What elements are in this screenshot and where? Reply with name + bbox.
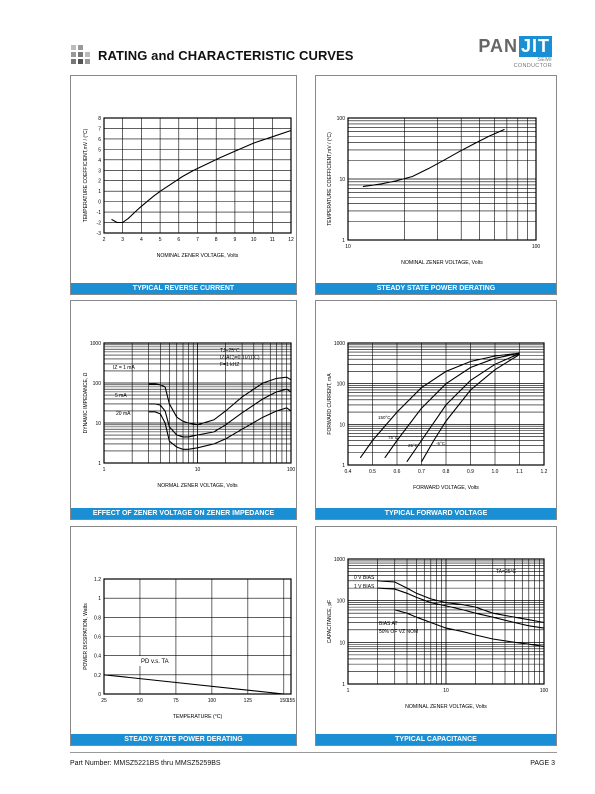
chart-panel-2 xyxy=(315,75,557,295)
logo-sub1: SEMI xyxy=(537,57,552,63)
y-tick-label: 100 xyxy=(336,381,345,388)
header-grid-icon xyxy=(70,44,92,66)
series-name-label: 75°C xyxy=(388,435,399,440)
y-tick-label: 0.6 xyxy=(94,634,101,641)
chart-2-caption: STEADY STATE POWER DERATING xyxy=(316,283,556,294)
x-tick-label: 10 xyxy=(250,237,257,243)
series-line xyxy=(363,129,505,186)
x-tick-label: 0.9 xyxy=(467,469,474,475)
chart-2-svg xyxy=(316,76,556,282)
y-tick-label: -1 xyxy=(96,210,101,217)
x-tick-label: 100 xyxy=(286,467,296,473)
series-line xyxy=(104,675,284,694)
y-tick-label: 10 xyxy=(339,640,345,647)
y-axis-label: TEMPERATURE COEFFICIENT,mV / (°C) xyxy=(327,132,333,226)
x-tick-label: 0.4 xyxy=(344,469,352,475)
x-tick-label: 0.5 xyxy=(369,469,376,475)
y-tick-label: 1000 xyxy=(333,557,345,563)
annotation-label: TA=25°C xyxy=(496,569,517,575)
y-tick-label: -2 xyxy=(96,220,101,227)
y-tick-label: 100 xyxy=(336,598,345,605)
annotation-label: TJ=25°C xyxy=(220,348,240,354)
x-tick-label: 155 xyxy=(286,698,296,704)
chart-6-svg xyxy=(316,527,556,733)
x-tick-label: 0.6 xyxy=(393,469,401,475)
y-tick-label: 6 xyxy=(98,136,101,143)
x-axis-label: NOMINAL ZENER VOLTAGE, Volts xyxy=(405,704,487,710)
y-axis-label: FORWARD CURRENT, mA xyxy=(327,373,333,435)
x-axis-label: NOMINAL ZENER VOLTAGE, Volts xyxy=(156,253,239,259)
y-tick-label: 1 xyxy=(98,596,101,603)
x-axis-label: NOMINAL ZENER VOLTAGE, Volts xyxy=(401,260,483,266)
chart-panel-6 xyxy=(315,526,557,746)
y-tick-label: 10 xyxy=(339,422,345,429)
y-tick-label: 1 xyxy=(98,461,101,467)
x-tick-label: 1.2 xyxy=(540,469,548,475)
x-tick-label: 50 xyxy=(137,698,143,704)
chart-panel-4 xyxy=(315,300,557,520)
y-tick-label: 5 xyxy=(98,147,101,154)
y-tick-label: 0.8 xyxy=(94,615,101,622)
x-tick-label: 3 xyxy=(121,237,125,243)
x-tick-label: 5 xyxy=(158,237,162,243)
chart-3-svg xyxy=(71,301,296,507)
x-tick-label: 10 xyxy=(194,467,201,473)
series-line xyxy=(112,131,292,223)
logo-left-text: PAN xyxy=(478,36,518,56)
chart-3-caption: EFFECT OF ZENER VOLTAGE ON ZENER IMPEDANCE xyxy=(71,508,296,519)
annotation-label: PD v.s. TA xyxy=(141,659,169,665)
series-line xyxy=(149,377,291,425)
x-tick-label: 1 xyxy=(102,467,106,473)
x-tick-label: 125 xyxy=(243,698,253,704)
chart-1-svg xyxy=(71,76,296,282)
series-name-label: -5°C xyxy=(436,441,446,446)
x-tick-label: 0.7 xyxy=(418,469,425,475)
y-tick-label: 0 xyxy=(98,199,101,206)
chart-panel-5 xyxy=(70,526,297,746)
y-axis-label: TEMPERATURE COEFFICIENT,mV / (°C) xyxy=(83,128,89,223)
x-tick-label: 1.1 xyxy=(516,469,523,475)
chart-6-caption: TYPICAL CAPACITANCE xyxy=(316,734,556,745)
y-tick-label: 2 xyxy=(98,178,101,185)
x-tick-label: 11 xyxy=(269,237,275,243)
annotation-label: 50% OF VZ NOM xyxy=(379,629,419,635)
x-tick-label: 12 xyxy=(288,237,294,243)
y-tick-label: -3 xyxy=(96,231,101,237)
x-tick-label: 100 xyxy=(539,688,549,694)
y-tick-label: 1000 xyxy=(89,341,101,347)
x-tick-label: 2 xyxy=(102,237,106,243)
annotation-label: 20 mA xyxy=(116,411,131,417)
y-tick-label: 1 xyxy=(342,682,345,688)
annotation-label: 1 V BIAS xyxy=(354,584,375,590)
y-axis-label: CAPACITANCE, pF xyxy=(327,599,333,644)
x-tick-label: 0.8 xyxy=(442,469,450,475)
series-name-label: 150°C xyxy=(378,415,391,420)
chart-4-svg xyxy=(316,301,556,507)
x-tick-label: 150 xyxy=(279,698,288,704)
y-tick-label: 0.2 xyxy=(94,672,101,679)
annotation-label: BIAS AT xyxy=(379,621,398,627)
y-tick-label: 100 xyxy=(92,381,101,387)
x-axis-label: NORMAL ZENER VOLTAGE, Volts xyxy=(157,483,238,489)
y-tick-label: 1 xyxy=(342,463,345,469)
series-name-label: 25°C xyxy=(408,443,419,448)
chart-5-caption: STEADY STATE POWER DERATING xyxy=(71,734,296,745)
series-line xyxy=(149,389,291,437)
annotation-label: 5 mA xyxy=(115,393,127,399)
x-tick-label: 10 xyxy=(443,688,449,694)
x-tick-label: 4 xyxy=(140,237,143,243)
y-tick-label: 1 xyxy=(342,238,345,244)
y-tick-label: 100 xyxy=(336,116,345,122)
y-tick-label: 0.4 xyxy=(94,653,101,660)
y-tick-label: 1.2 xyxy=(94,577,101,583)
logo-right-text: JIT xyxy=(520,36,550,56)
chart-4-caption: TYPICAL FORWARD VOLTAGE xyxy=(316,508,556,519)
chart-1-caption: TYPICAL REVERSE CURRENT xyxy=(71,283,296,294)
chart-5-svg xyxy=(71,527,296,733)
brand-logo xyxy=(478,36,552,69)
x-tick-label: 25 xyxy=(101,698,107,704)
footer-page-number: PAGE 3 xyxy=(530,760,555,767)
chart-panel-3 xyxy=(70,300,297,520)
page-title: RATING and CHARACTERISTIC CURVES xyxy=(98,48,354,63)
x-tick-label: 7 xyxy=(196,237,199,243)
x-tick-label: 1.0 xyxy=(491,469,499,475)
chart-panel-1 xyxy=(70,75,297,295)
x-axis-label: TEMPERATURE (°C) xyxy=(172,714,223,720)
x-tick-label: 75 xyxy=(173,698,179,704)
y-tick-label: 0 xyxy=(98,692,101,698)
x-tick-label: 1 xyxy=(346,688,350,694)
annotation-label: 0 V BIAS xyxy=(354,575,375,581)
x-tick-label: 9 xyxy=(233,237,237,243)
y-axis-label: DYNAMIC IMPEDANCE, Ω xyxy=(83,372,89,434)
y-tick-label: 1 xyxy=(98,189,101,196)
annotation-label: F=1 kHZ xyxy=(220,362,240,368)
x-axis-label: FORWARD VOLTAGE, Volts xyxy=(413,485,479,491)
y-tick-label: 1000 xyxy=(333,341,345,347)
x-tick-label: 6 xyxy=(177,237,181,243)
y-tick-label: 8 xyxy=(98,116,101,122)
y-tick-label: 4 xyxy=(98,157,101,164)
y-tick-label: 7 xyxy=(98,126,101,133)
y-tick-label: 10 xyxy=(339,177,345,183)
series-line xyxy=(378,581,545,623)
footer-part-number: Part Number: MMSZ5221BS thru MMSZ5259BS xyxy=(70,760,221,767)
y-axis-label: POWER DISSIPATION, Watts xyxy=(83,603,89,670)
y-tick-label: 10 xyxy=(95,421,101,427)
y-tick-label: 3 xyxy=(98,168,101,175)
x-tick-label: 8 xyxy=(214,237,218,243)
annotation-label: IZ(AC)=0.1IZ(DC) xyxy=(220,355,260,361)
x-tick-label: 100 xyxy=(531,244,541,250)
footer-divider xyxy=(70,752,557,753)
series-line xyxy=(378,588,545,628)
annotation-label: IZ = 1 mA xyxy=(113,365,135,371)
logo-sub2: CONDUCTOR xyxy=(513,63,552,69)
x-tick-label: 10 xyxy=(345,244,351,250)
x-tick-label: 100 xyxy=(207,698,217,704)
